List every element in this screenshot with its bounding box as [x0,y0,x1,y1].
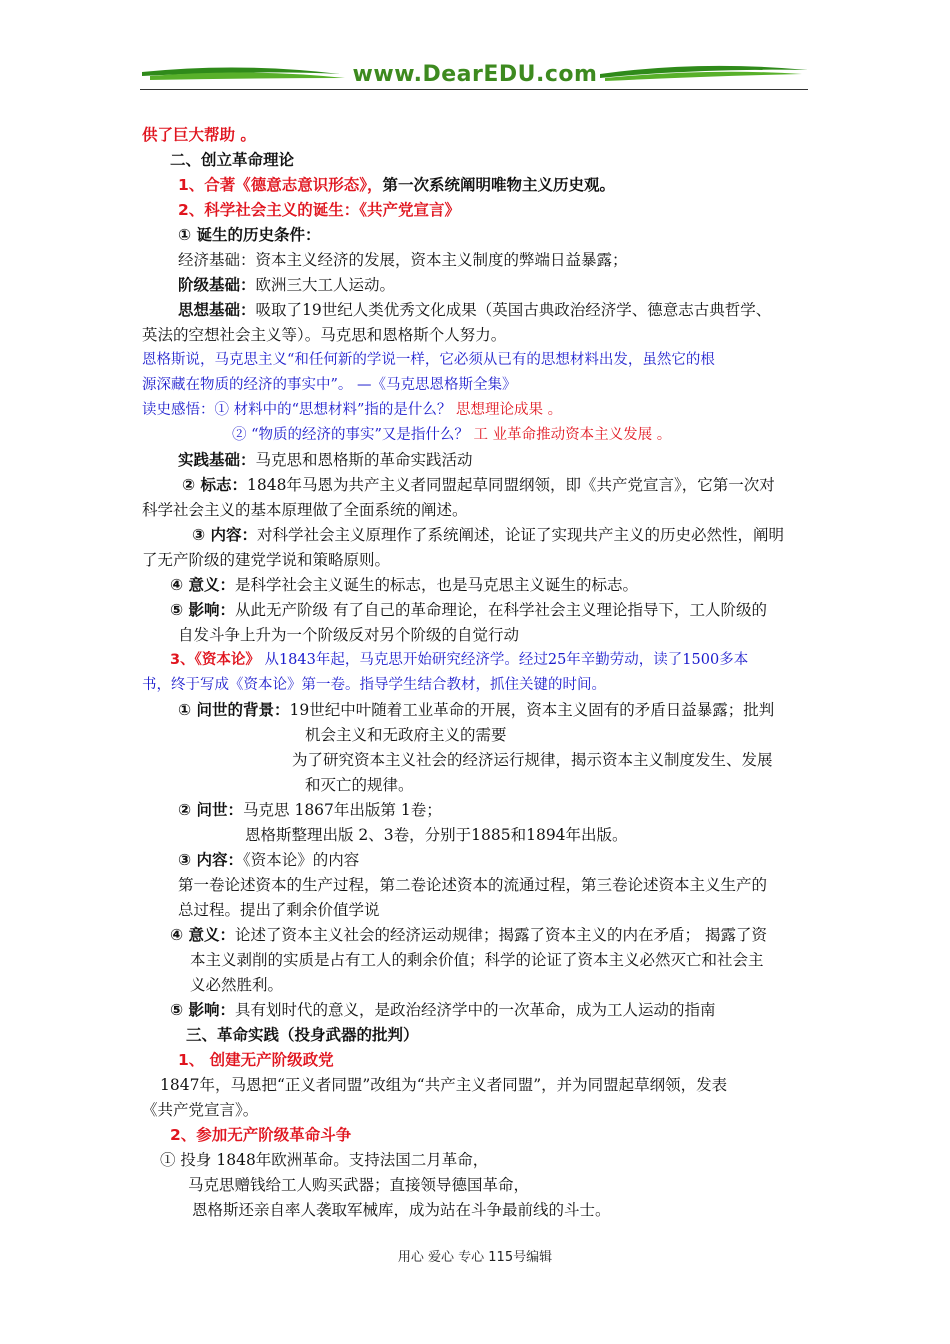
text-line: 和灭亡的规律。 [305,776,414,794]
section-heading: 三、革命实践（投身武器的批判） [186,1026,419,1044]
text-line: 思想基础：吸取了19世纪人类优秀文化成果（英国古典政治经济学、德意志古典哲学、 [178,301,772,319]
text-line: ② “物质的经济的事实”又是指什么？ 工 业革命推动资本主义发展 。 [232,427,672,443]
text-line: 实践基础：马克思和恩格斯的革命实践活动 [178,451,473,469]
sub-heading: 2、科学社会主义的诞生：《共产党宣言》 [178,201,461,219]
text-line: 《共产党宣言》。 [142,1101,259,1119]
text-line: ③ 内容：《资本论》的内容 [178,851,360,869]
text-line: 恩格斯还亲自率人袭取军械库，成为站在斗争最前线的斗士。 [192,1201,611,1219]
text-line: ① 问世的背景：19世纪中叶随着工业革命的开展，资本主义固有的矛盾日益暴露；批判 [178,701,775,719]
text-line: 机会主义和无政府主义的需要 [305,726,507,744]
text-line: ① 投身 1848年欧洲革命。支持法国二月革命， [160,1151,489,1169]
text-line: 恩格斯整理出版 2、3卷，分别于1885和1894年出版。 [245,826,628,844]
text-line: ③ 内容：对科学社会主义原理作了系统阐述，论证了实现共产主义的历史必然性，阐明 [192,526,785,544]
site-logo-text: www.DearEDU.com [352,62,598,87]
text-line: 英法的空想社会主义等）。马克思和恩格斯个人努力。 [142,326,507,344]
text-line: ⑤ 影响：具有划时代的意义，是政治经济学中的一次革命，成为工人运动的指南 [170,1001,716,1019]
sub-heading: 1、 创建无产阶级政党 [178,1051,334,1069]
text-line: ② 问世：马克思 1867年出版第 1卷； [178,801,442,819]
quote-line: 恩格斯说，马克思主义“和任何新的学说一样，它必须从已有的思想材料出发，虽然它的根 [142,352,715,368]
text-line: 义必然胜利。 [190,976,284,994]
text-line: ② 标志：1848年马恩为共产主义者同盟起草同盟纲领，即《共产党宣言》，它第一次对 [182,476,775,494]
text-line: 供了巨大帮助 。 [142,126,256,144]
text-line: 了无产阶级的建党学说和策略原则。 [142,551,391,569]
section-heading: 二、创立革命理论 [170,151,295,169]
text-line: 经济基础：资本主义经济的发展，资本主义制度的弊端日益暴露； [178,251,628,269]
text-line: 3、《资本论》 从1843年起，马克思开始研究经济学。经过25年辛勤劳动，读了1500多本 [170,652,749,668]
text-line: 书，终于写成《资本论》第一卷。指导学生结合教材，抓住关键的时间。 [142,677,606,693]
text-line: 读史感悟：① 材料中的“思想材料”指的是什么？ 思想理论成果 。 [142,402,563,418]
text-line: ④ 意义：论述了资本主义社会的经济运动规律；揭露了资本主义的内在矛盾； 揭露了资 [170,926,767,944]
text-line: ④ 意义：是科学社会主义诞生的标志，也是马克思主义诞生的标志。 [170,576,639,594]
page-footer: 用心 爱心 专心 115号编辑 [397,1250,553,1265]
text-line: 总过程。提出了剩余价值学说 [178,901,380,919]
text-line: 为了研究资本主义社会的经济运行规律，揭示资本主义制度发生、发展 [292,751,773,769]
text-line: 本主义剥削的实质是占有工人的剩余价值；科学的论证了资本主义必然灭亡和社会主 [190,951,764,969]
text-line: 自发斗争上升为一个阶级反对另个阶级的自觉行动 [178,626,520,644]
text-line: ① 诞生的历史条件： [178,226,321,244]
text-line: 1847年，马恩把“正义者同盟”改组为“共产主义者同盟”，并为同盟起草纲领，发表 [160,1076,728,1094]
quote-line: 源深藏在物质的经济的事实中”。 —《马克思恩格斯全集》 [142,377,517,393]
text-line: 科学社会主义的基本原理做了全面系统的阐述。 [142,501,468,519]
text-line: 第一卷论述资本的生产过程，第二卷论述资本的流通过程，第三卷论述资本主义生产的 [178,876,768,894]
sub-heading: 2、参加无产阶级革命斗争 [170,1126,352,1144]
text-line: 马克思赠钱给工人购买武器；直接领导德国革命， [188,1176,530,1194]
text-line: 阶级基础：欧洲三大工人运动。 [178,276,396,294]
text-line: ⑤ 影响：从此无产阶级 有了自己的革命理论，在科学社会主义理论指导下，工人阶级的 [170,601,767,619]
header-rule [140,89,808,90]
site-header [140,58,810,94]
text-line: 1、合著《德意志意识形态》，第一次系统阐明唯物主义历史观。 [178,176,616,194]
